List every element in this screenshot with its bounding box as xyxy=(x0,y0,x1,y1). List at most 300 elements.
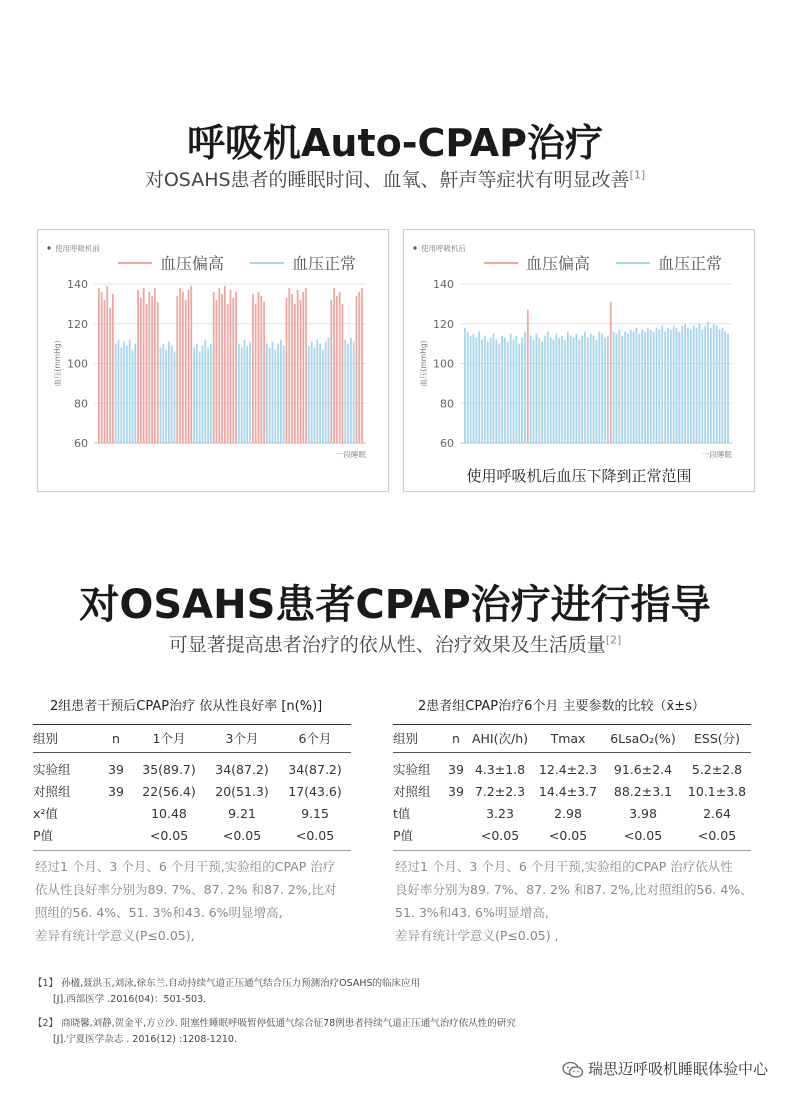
table-cell: t值 xyxy=(393,806,411,821)
bar xyxy=(361,288,363,443)
bar xyxy=(109,308,111,443)
bar xyxy=(527,310,529,443)
bar xyxy=(300,300,302,443)
bar xyxy=(684,324,686,443)
reference-line: [J].宁夏医学杂志 . 2016(12) :1208-1210. xyxy=(53,1034,237,1045)
bar xyxy=(143,288,145,443)
y-tick-label: 60 xyxy=(74,437,88,450)
bar xyxy=(690,330,692,443)
bar xyxy=(658,330,660,443)
bar xyxy=(286,298,288,443)
chart-annotation: 使用呼吸机后血压下降到正常范围 xyxy=(466,467,692,485)
bar xyxy=(134,344,136,443)
bar xyxy=(490,338,492,443)
bar xyxy=(727,334,729,443)
bar xyxy=(132,350,134,443)
bar xyxy=(336,296,338,443)
bar xyxy=(123,342,125,443)
bar xyxy=(464,328,466,443)
table-cell: <0.05 xyxy=(133,824,205,851)
chart-after-panel xyxy=(403,229,755,492)
bar xyxy=(120,348,122,443)
bar xyxy=(314,348,316,443)
bar xyxy=(618,330,620,443)
bar xyxy=(353,342,355,443)
bar xyxy=(140,298,142,443)
table-row xyxy=(393,753,751,781)
table-cell: 9.15 xyxy=(301,805,329,821)
bar xyxy=(558,338,560,443)
bar xyxy=(544,336,546,443)
table1-note-line: 依从性良好率分别为89. 7%、87. 2% 和87. 2%,比对 xyxy=(35,882,337,897)
y-axis-label: 血压(mmHg) xyxy=(419,340,428,387)
bar xyxy=(115,344,117,443)
bar xyxy=(467,332,469,443)
bar xyxy=(515,336,517,443)
bar xyxy=(98,288,100,443)
bar xyxy=(713,324,715,443)
table2 xyxy=(393,724,751,851)
bar xyxy=(269,348,271,443)
table1-note xyxy=(35,855,337,947)
table-cell: 9.21 xyxy=(228,805,256,821)
section2-subtitle-text: 可显著提高患者治疗的依从性、治疗效果及生活质量 xyxy=(168,634,606,656)
bar xyxy=(263,302,265,443)
table1-header: 3个月 xyxy=(205,725,279,753)
reference-line: [J].西部医学 .2016(04)：501-503. xyxy=(53,994,207,1005)
bar xyxy=(518,344,520,443)
table-cell: 7.2±2.3 xyxy=(474,783,526,799)
table-cell xyxy=(99,802,133,824)
bar xyxy=(358,292,360,443)
table-cell: 2.98 xyxy=(554,805,582,821)
y-tick-label: 120 xyxy=(67,317,88,331)
bar xyxy=(604,338,606,443)
bar xyxy=(325,342,327,443)
table-cell: 20(51.3) xyxy=(215,783,269,799)
bar xyxy=(724,332,726,443)
table-cell: <0.05 xyxy=(467,824,533,851)
bar xyxy=(587,338,589,443)
bar xyxy=(232,298,234,443)
y-tick-label: 140 xyxy=(67,278,88,291)
table2-header: n xyxy=(445,725,467,753)
bar xyxy=(202,346,204,443)
y-axis-label: 血压(mmHg) xyxy=(53,340,62,387)
bar xyxy=(598,332,600,443)
bar xyxy=(179,288,181,443)
table1-note-line: 差异有统计学意义(P≤0.05), xyxy=(35,928,195,943)
bar xyxy=(567,332,569,443)
bar xyxy=(481,340,483,443)
table-cell: 39 xyxy=(108,783,124,799)
bar xyxy=(667,328,669,443)
bar xyxy=(333,288,335,443)
table2-title: 2患者组CPAP治疗6个月 主要参数的比较（x̄±s） xyxy=(418,699,705,714)
bar xyxy=(106,286,108,443)
bar xyxy=(168,342,170,443)
bar xyxy=(550,338,552,443)
bar xyxy=(146,304,148,443)
legend-label: 血压正常 xyxy=(292,254,357,273)
bar xyxy=(630,330,632,443)
table-cell: P值 xyxy=(393,824,445,851)
table2-header: 组别 xyxy=(393,725,445,753)
bar xyxy=(676,328,678,443)
bar xyxy=(719,330,721,443)
bar xyxy=(249,342,251,443)
bar xyxy=(507,342,509,443)
watermark xyxy=(562,1058,768,1079)
reference-line: 【2】 商晓馨,刘静,贺金平,方立沙. 阻塞性睡眠呼吸暂停低通气综合征78例患者持续气道正压通气治疗依从性的研究 xyxy=(33,1018,516,1029)
bar xyxy=(218,288,220,443)
bar xyxy=(277,344,279,443)
bar xyxy=(664,332,666,443)
bar xyxy=(255,304,257,443)
table-cell: 39 xyxy=(448,761,464,777)
bar xyxy=(475,338,477,443)
bar xyxy=(670,330,672,443)
bar xyxy=(291,294,293,443)
bar xyxy=(570,336,572,443)
legend-label: 血压正常 xyxy=(658,254,723,273)
table2-header: Tmax xyxy=(533,725,603,753)
table-cell: P值 xyxy=(33,824,99,851)
bar xyxy=(157,302,159,443)
wechat-icon xyxy=(562,1061,584,1079)
bar xyxy=(101,292,103,443)
table-cell: <0.05 xyxy=(279,824,351,851)
bar xyxy=(260,296,262,443)
bar xyxy=(473,334,475,443)
watermark-text: 瑞思迈呼吸机睡眠体验中心 xyxy=(587,1060,768,1078)
table1-header: 组别 xyxy=(33,725,99,753)
bar xyxy=(196,344,198,443)
bar xyxy=(716,326,718,443)
bar xyxy=(710,328,712,443)
table1 xyxy=(33,724,351,851)
bar xyxy=(174,352,176,443)
table1-note-line: 经过1 个月、3 个月、6 个月干预,实验组的CPAP 治疗 xyxy=(35,859,336,874)
table-cell: 91.6±2.4 xyxy=(613,761,673,777)
table2-header: AHI(次/h) xyxy=(467,725,533,753)
table-cell: 17(43.6) xyxy=(288,783,342,799)
bar xyxy=(308,346,310,443)
bar xyxy=(227,304,229,443)
bar xyxy=(350,338,352,443)
bar xyxy=(661,326,663,443)
panel-label: 使用呼吸机前 xyxy=(55,244,100,253)
bar xyxy=(561,336,563,443)
section1-subtitle xyxy=(0,165,790,192)
bar xyxy=(311,342,313,443)
bar xyxy=(510,334,512,443)
bar xyxy=(305,288,307,443)
table-cell: 22(56.4) xyxy=(142,783,196,799)
table-cell: 39 xyxy=(108,761,124,777)
bar xyxy=(653,332,655,443)
bar xyxy=(478,332,480,443)
table-cell: 12.4±2.3 xyxy=(538,761,598,777)
table-cell: <0.05 xyxy=(205,824,279,851)
bar xyxy=(165,350,167,443)
table2-note-line: 经过1 个月、3 个月、6 个月干预,实验组的CPAP 治疗依从性 xyxy=(395,859,733,874)
bar xyxy=(129,340,131,443)
bar xyxy=(610,302,612,443)
table-cell: 实验组 xyxy=(393,762,431,777)
bar xyxy=(504,338,506,443)
bar xyxy=(294,304,296,443)
bar xyxy=(624,332,626,443)
table-row xyxy=(393,824,751,851)
bar xyxy=(185,300,187,443)
bar xyxy=(547,332,549,443)
table-cell: 39 xyxy=(448,783,464,799)
table1-header: 1个月 xyxy=(133,725,205,753)
bar xyxy=(216,300,218,443)
table1-note-line: 照组的56. 4%、51. 3%和43. 6%明显增高, xyxy=(35,905,283,920)
bar xyxy=(104,300,106,443)
bar xyxy=(280,340,282,443)
bar xyxy=(213,292,215,443)
table-cell: 14.4±3.7 xyxy=(538,783,598,799)
bar xyxy=(656,328,658,443)
bar xyxy=(616,334,618,443)
y-tick-label: 80 xyxy=(74,397,88,411)
table2-note-line: 良好率分别为89. 7%、87. 2% 和87. 2%,比对照组的56. 4%、 xyxy=(395,882,753,897)
bar xyxy=(621,336,623,443)
bar xyxy=(272,342,274,443)
table2-note xyxy=(395,855,753,947)
table-cell: 3.98 xyxy=(629,805,657,821)
bar xyxy=(596,340,598,443)
table-cell: 实验组 xyxy=(33,762,71,777)
bar xyxy=(556,334,558,443)
bar xyxy=(148,292,150,443)
table1-header: n xyxy=(99,725,133,753)
bar xyxy=(347,344,349,443)
bar xyxy=(160,348,162,443)
bar xyxy=(288,288,290,443)
y-tick-label: 100 xyxy=(67,357,88,371)
y-tick-label: 120 xyxy=(433,317,454,331)
table-cell: 10.1±3.8 xyxy=(687,783,747,799)
bar xyxy=(576,334,578,443)
section1-subtitle-ref: [1] xyxy=(629,168,646,182)
table-cell: <0.05 xyxy=(603,824,683,851)
table-cell xyxy=(445,802,467,824)
panel-label: 使用呼吸机后 xyxy=(421,244,466,253)
table1-header: 6个月 xyxy=(279,725,351,753)
bar xyxy=(521,338,523,443)
bar xyxy=(342,304,344,443)
bar xyxy=(221,294,223,443)
reference-1 xyxy=(33,976,420,1008)
bar xyxy=(182,292,184,443)
table2-note-line: 差异有统计学意义(P≤0.05) , xyxy=(395,928,559,943)
panel-bullet-icon xyxy=(47,246,50,249)
bar xyxy=(524,332,526,443)
bar xyxy=(224,286,226,443)
bar xyxy=(721,328,723,443)
bar xyxy=(541,342,543,443)
bar xyxy=(498,344,500,443)
table-row xyxy=(393,780,751,802)
reference-2 xyxy=(33,1016,516,1048)
reference-line: 【1】 孙楹,聂洪玉,刘泳,徐东兰.自动持续气道正压通气结合压力预测治疗OSAHS的临床应用 xyxy=(33,978,421,989)
x-axis-label: 一段睡眠 xyxy=(336,450,366,459)
section1-title: 呼吸机Auto-CPAP治疗 xyxy=(186,121,603,165)
bar xyxy=(244,340,246,443)
bar xyxy=(207,348,209,443)
bar xyxy=(650,330,652,443)
bar xyxy=(538,338,540,443)
bar xyxy=(553,340,555,443)
table-cell: 4.3±1.8 xyxy=(474,761,526,777)
table-cell: 对照组 xyxy=(393,784,431,799)
bar xyxy=(530,336,532,443)
bar xyxy=(607,336,609,443)
table-row xyxy=(33,780,351,802)
table-cell: 对照组 xyxy=(33,784,71,799)
bar xyxy=(687,328,689,443)
table-row xyxy=(33,802,351,824)
y-tick-label: 60 xyxy=(440,437,454,450)
table-row xyxy=(33,824,351,851)
bar xyxy=(641,330,643,443)
bar xyxy=(501,336,503,443)
bar xyxy=(246,346,248,443)
y-tick-label: 140 xyxy=(433,278,454,291)
bar xyxy=(199,352,201,443)
bar xyxy=(470,336,472,443)
bar xyxy=(638,334,640,443)
bar xyxy=(230,290,232,443)
bar xyxy=(204,340,206,443)
bar xyxy=(319,344,321,443)
bar xyxy=(593,336,595,443)
panel-bullet-icon xyxy=(413,246,416,249)
bar xyxy=(258,292,260,443)
bar xyxy=(193,348,195,443)
bar xyxy=(601,334,603,443)
bar xyxy=(126,346,128,443)
bar xyxy=(704,326,706,443)
table2-header: 6LsaO₂(%) xyxy=(603,725,683,753)
table-cell: <0.05 xyxy=(533,824,603,851)
bar xyxy=(493,334,495,443)
table-cell xyxy=(445,824,467,851)
bar xyxy=(188,290,190,443)
bar xyxy=(679,332,681,443)
section1-subtitle-text: 对OSAHS患者的睡眠时间、血氧、鼾声等症状有明显改善 xyxy=(144,169,630,191)
bar xyxy=(190,286,192,443)
x-axis-label: 一段睡眠 xyxy=(702,450,732,459)
legend-label: 血压偏高 xyxy=(526,254,591,273)
bar xyxy=(176,296,178,443)
bar xyxy=(330,300,332,443)
bar xyxy=(322,350,324,443)
bar xyxy=(252,294,254,443)
bar xyxy=(699,324,701,443)
bar xyxy=(274,350,276,443)
bar xyxy=(238,344,240,443)
section2-subtitle-ref: [2] xyxy=(605,633,622,647)
bar xyxy=(151,296,153,443)
chart-after xyxy=(404,230,754,491)
bar xyxy=(613,332,615,443)
bar xyxy=(266,344,268,443)
table-cell xyxy=(99,824,133,851)
bar xyxy=(283,346,285,443)
legend-label: 血压偏高 xyxy=(160,254,225,273)
bar xyxy=(581,336,583,443)
table-cell: 10.48 xyxy=(151,805,187,821)
bar xyxy=(536,334,538,443)
bar xyxy=(633,332,635,443)
table-row xyxy=(393,802,751,824)
bar xyxy=(495,340,497,443)
table-cell: <0.05 xyxy=(683,824,751,851)
chart-before-panel xyxy=(37,229,389,492)
bar xyxy=(647,328,649,443)
bar xyxy=(644,332,646,443)
bar xyxy=(696,328,698,443)
bar xyxy=(513,340,515,443)
table-cell: 5.2±2.8 xyxy=(691,761,743,777)
bar xyxy=(297,290,299,443)
bar xyxy=(533,340,535,443)
table-cell: 34(87.2) xyxy=(215,761,269,777)
table-cell: 35(89.7) xyxy=(142,761,196,777)
bar xyxy=(484,336,486,443)
table-cell: 88.2±3.1 xyxy=(613,783,673,799)
bar xyxy=(344,340,346,443)
bar xyxy=(564,340,566,443)
bar xyxy=(154,288,156,443)
bar xyxy=(112,294,114,443)
bar xyxy=(693,326,695,443)
bar xyxy=(356,296,358,443)
bar xyxy=(701,330,703,443)
bar xyxy=(681,326,683,443)
chart-before xyxy=(38,230,388,491)
table-row xyxy=(33,753,351,781)
y-tick-label: 100 xyxy=(433,357,454,371)
bar xyxy=(573,338,575,443)
bar xyxy=(707,322,709,443)
bar xyxy=(316,340,318,443)
bar xyxy=(636,328,638,443)
bar xyxy=(241,348,243,443)
y-tick-label: 80 xyxy=(440,397,454,411)
bar xyxy=(328,338,330,443)
bar xyxy=(210,344,212,443)
bar xyxy=(235,292,237,443)
table-cell: 2.64 xyxy=(703,805,731,821)
bar xyxy=(584,332,586,443)
bar xyxy=(171,346,173,443)
table1-title: 2组患者干预后CPAP治疗 依从性良好率 [n(%)] xyxy=(50,699,323,714)
table2-note-line: 51. 3%和43. 6%明显增高, xyxy=(395,905,549,920)
bar xyxy=(578,340,580,443)
bar xyxy=(137,290,139,443)
bar xyxy=(627,334,629,443)
section2-title: 对OSAHS患者CPAP治疗进行指导 xyxy=(79,582,711,628)
table-cell: x²值 xyxy=(33,806,58,821)
table2-header: ESS(分) xyxy=(683,725,751,753)
table-cell: 3.23 xyxy=(486,805,514,821)
